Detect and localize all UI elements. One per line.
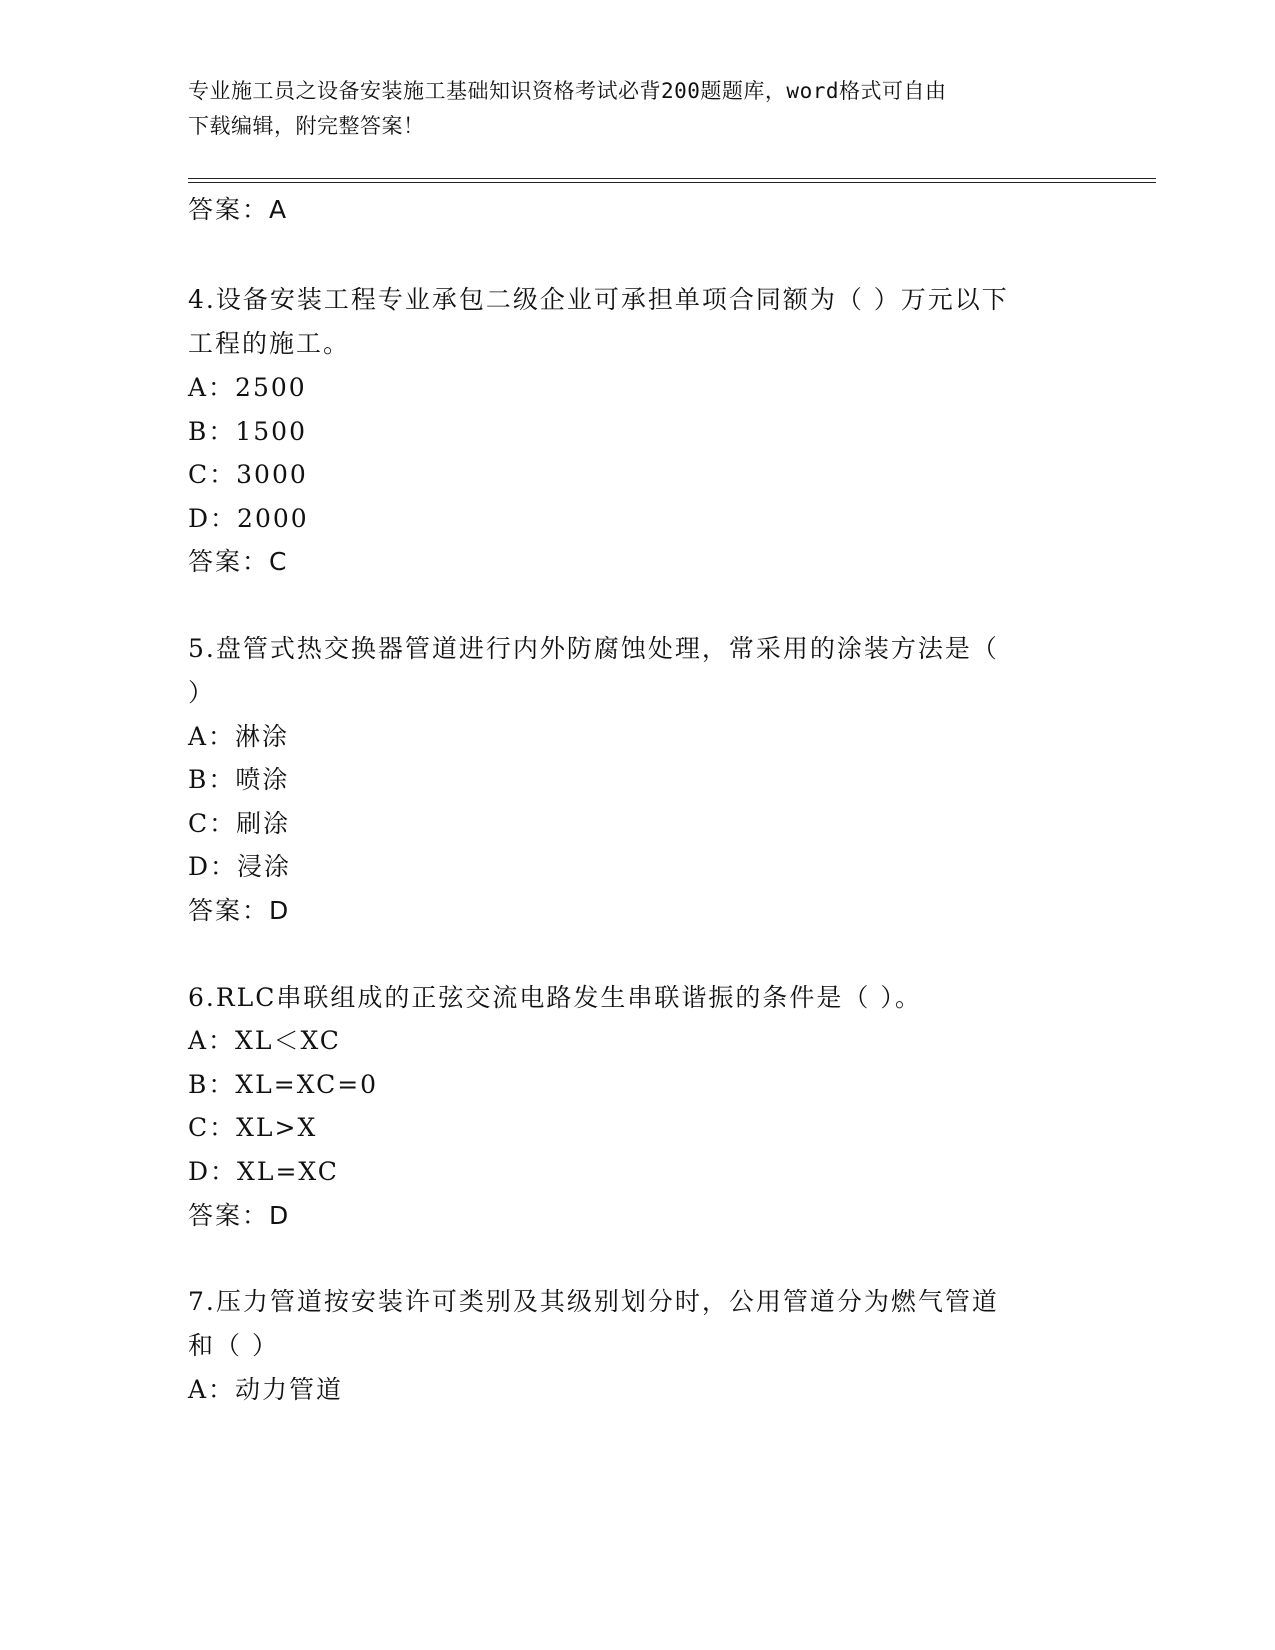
header-divider-bottom: [188, 182, 1156, 183]
question-4-text: 4.设备安装工程专业承包二级企业可承担单项合同额为（ ）万元以下: [188, 285, 1009, 314]
question-6-option-d: D：XL=XC: [188, 1157, 339, 1186]
question-5-answer: 答案：D: [188, 896, 291, 925]
question-4-answer: 答案：C: [188, 547, 289, 576]
question-6-text: 6.RLC串联组成的正弦交流电路发生串联谐振的条件是（ ）。: [188, 983, 922, 1012]
question-7-text-cont: 和（ ）: [188, 1331, 279, 1360]
question-5-text-cont: ）: [188, 678, 216, 707]
question-5-option-c: C：刷涂: [188, 809, 291, 838]
question-4-option-c: C：3000: [188, 460, 308, 489]
question-4-option-b: B：1500: [188, 417, 307, 446]
question-7-option-a: A：动力管道: [188, 1375, 344, 1404]
question-5-text: 5.盘管式热交换器管道进行内外防腐蚀处理，常采用的涂装方法是（: [188, 634, 999, 663]
header-divider-top: [188, 178, 1156, 179]
question-6-option-c: C：XL>X: [188, 1113, 318, 1142]
question-5-option-a: A：淋涂: [188, 722, 290, 751]
answer-line: 答案：A: [188, 195, 289, 224]
question-4-text-cont: 工程的施工。: [188, 329, 351, 358]
question-4-option-d: D：2000: [188, 504, 309, 533]
document-header: [188, 74, 1088, 144]
header-line-2: 下载编辑，附完整答案！: [188, 114, 425, 138]
question-7-text: 7.压力管道按安装许可类别及其级别划分时，公用管道分为燃气管道: [188, 1287, 999, 1316]
question-6-answer: 答案：D: [188, 1201, 291, 1230]
question-5-option-d: D：浸涂: [188, 852, 292, 881]
question-6-option-a: A：XL＜XC: [188, 1026, 341, 1055]
question-4-option-a: A：2500: [188, 373, 307, 402]
question-6-option-b: B：XL=XC=0: [188, 1070, 379, 1099]
header-line-1: 专业施工员之设备安装施工基础知识资格考试必背200题题库，word格式可自由: [188, 79, 947, 103]
question-5-option-b: B：喷涂: [188, 765, 290, 794]
